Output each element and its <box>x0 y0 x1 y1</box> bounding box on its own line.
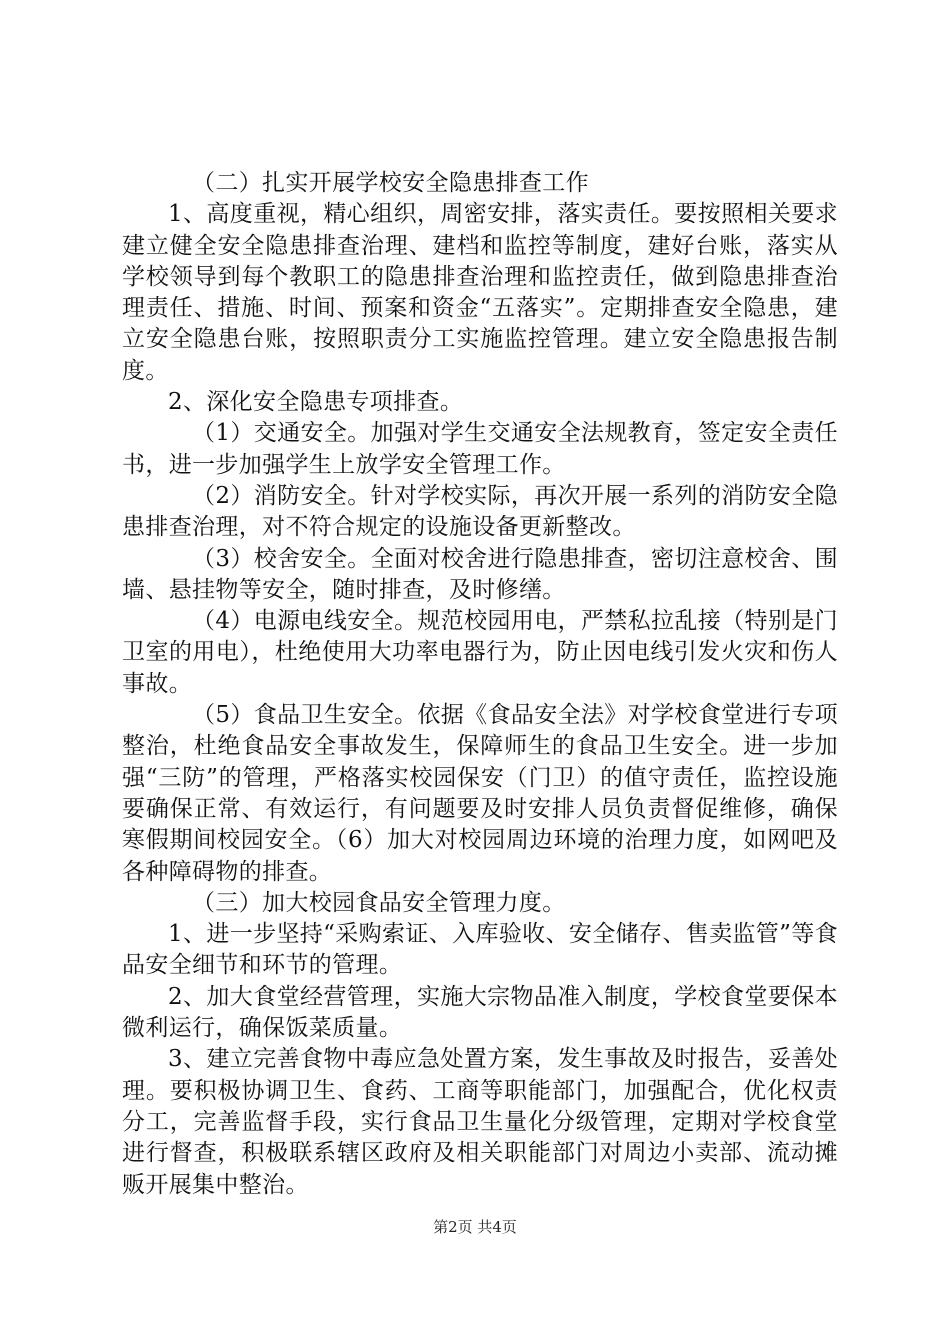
paragraph-electrical-safety: （4）电源电线安全。规范校园用电，严禁私拉乱接（特别是门卫室的用电），杜绝使用大功率电器行为，防止因电线引发火灾和伤人事故。 <box>122 608 838 697</box>
paragraph-10: 3、建立完善食物中毒应急处置方案，发生事故及时报告，妥善处理。要积极协调卫生、食药、工商等职能部门，加强配合，优化权责分工，完善监督手段，实行食品卫生量化分级管理，定期对学校食堂进行督查，积极联系辖区政府及相关职能部门对周边小卖部、流动摊贩开展集中整治。 <box>122 1046 838 1198</box>
document-body <box>122 168 838 1201</box>
paragraph-8: 1、进一步坚持“采购索证、入库验收、安全储存、售卖监管”等食品安全细节和环节的管理。 <box>122 921 838 979</box>
paragraph-food-hygiene-safety: （5）食品卫生安全。依据《食品安全法》对学校食堂进行专项整治，杜绝食品安全事故发生，保障师生的食品卫生安全。进一步加强“三防”的管理，严格落实校园保安（门卫）的值守责任，监控设施要确保正常、有效运行，有问题要及时安排人员负责督促维修，确保寒假期间校园安全。（6）加大对校园周边环境的治理力度，如网吧及各种障碍物的排查。 <box>122 702 838 885</box>
section-heading-2: （二）扎实开展学校安全隐患排查工作 <box>192 170 589 196</box>
paragraph-traffic-safety: （1）交通安全。加强对学生交通安全法规教育，签定安全责任书，进一步加强学生上放学安全管理工作。 <box>122 420 838 478</box>
paragraph-fire-safety: （2）消防安全。针对学校实际，再次开展一系列的消防安全隐患排查治理，对不符合规定的设施设备更新整改。 <box>122 482 838 541</box>
section-heading-3: （三）加大校园食品安全管理力度。 <box>192 889 566 916</box>
paragraph-building-safety: （3）校舍安全。全面对校舍进行隐患排查，密切注意校舍、围墙、悬挂物等安全，随时排查，及时修缮。 <box>122 545 838 603</box>
page-number-footer: 第2页 共4页 <box>433 1218 517 1236</box>
paragraph-2: 2、深化安全隐患专项排查。 <box>168 389 464 416</box>
paragraph-1: 1、高度重视，精心组织，周密安排，落实责任。要按照相关要求建立健全安全隐患排查治理、建档和监控等制度，建好台账，落实从学校领导到每个教职工的隐患排查治理和监控责任，做到隐患排查治理责任、措施、时间、预案和资金“五落实”。定期排查安全隐患，建立安全隐患台账，按照职责分工实施监控管理。建立安全隐患报告制度。 <box>122 201 838 384</box>
paragraph-9: 2、加大食堂经营管理，实施大宗物品准入制度，学校食堂要保本微利运行，确保饭菜质量。 <box>122 983 838 1042</box>
